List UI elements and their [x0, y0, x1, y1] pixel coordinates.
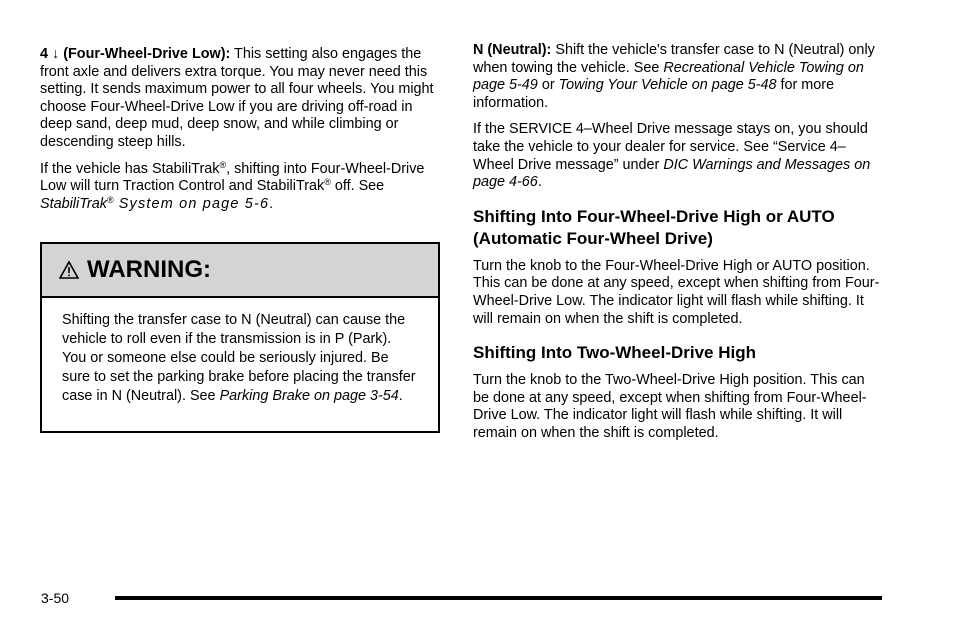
neutral-text-1: Shift the vehicle's transfer case to N (Neutral) only when towing the vehicle. See: [473, 42, 875, 76]
section-heading-2wd-high: Shifting Into Two-Wheel-Drive High: [473, 343, 756, 363]
setting-description: This setting also engages the front axle and delivers extra torque. You may never need this setting. It sends maximum power to all four wheels. You might choose Four-Wheel-Drive Low if you are driving off-road in deep sand, deep mud, deep snow, and while climbing or descending steep hills.: [40, 46, 434, 150]
page-number: 3-50: [41, 590, 70, 606]
stabilitrak-text-1: If the vehicle has StabiliTrak: [40, 160, 220, 177]
stabilitrak-end: .: [269, 195, 274, 212]
stabilitrak-ref-link[interactable]: StabiliTrak® System on page 5-6: [40, 194, 270, 212]
warning-box: [40, 242, 440, 433]
rv-towing-ref-link[interactable]: Recreational Vehicle Towing on page 5-49: [473, 59, 864, 94]
warning-title: WARNING:: [87, 256, 211, 283]
down-arrow-icon: ↓: [52, 46, 60, 62]
neutral-paragraph: [473, 42, 883, 112]
parking-brake-ref-link[interactable]: Parking Brake on page 3-54: [219, 388, 399, 404]
dic-warnings-ref-link[interactable]: DIC Warnings and Messages on page 4-66: [473, 156, 871, 191]
2wd-high-paragraph: Turn the knob to the Two-Wheel-Drive High position. This can be done at any speed, except when shifting from Four-Wheel-Drive Low. The indicator light will flash while shifting. It will remain on when the shift is completed.: [473, 372, 867, 441]
warning-end: .: [398, 388, 403, 404]
stabilitrak-paragraph: [40, 161, 445, 214]
service-message-paragraph: [473, 121, 883, 191]
left-column: [40, 46, 445, 222]
neutral-text-2: or: [537, 77, 559, 94]
registered-mark: ®: [324, 177, 331, 188]
setting-number: 4: [40, 46, 49, 62]
setting-label: (Four-Wheel-Drive Low):: [59, 46, 231, 62]
stabilitrak-text-3: off. See: [330, 178, 385, 195]
service-text: If the SERVICE 4–Wheel Drive message stays on, you should take the vehicle to your dealer for service. See “Service 4–Wheel Drive message” under: [473, 121, 868, 173]
neutral-label: N (Neutral):: [473, 42, 552, 58]
stabilitrak-text-2: , shifting into Four-Wheel-Drive Low will turn Traction Control and StabiliTrak: [40, 160, 425, 195]
warning-text: Shifting the transfer case to N (Neutral) can cause the vehicle to roll even if the transmission is in P (Park). You or someone else could be seriously injured. Be sure to set the parking brake before placing the transfer case in N (Neutral). See: [62, 312, 416, 404]
warning-header: [42, 244, 438, 298]
right-column: [473, 42, 883, 452]
four-wheel-drive-low-paragraph: [40, 46, 445, 152]
towing-vehicle-ref-link[interactable]: Towing Your Vehicle on page 5-48: [558, 77, 777, 94]
registered-mark: ®: [219, 159, 227, 170]
warning-triangle-icon: [59, 260, 79, 280]
4wd-high-paragraph: Turn the knob to the Four-Wheel-Drive High or AUTO position. This can be done at any speed, except when shifting from Four-Wheel-Drive Low. The indicator light will flash while shifting. It will remain on when the shift is completed.: [473, 257, 880, 327]
section-heading-4wd-high: Shifting Into Four-Wheel-Drive High or AUTO (Automatic Four-Wheel Drive): [473, 206, 835, 248]
footer-rule: [115, 596, 882, 600]
warning-body: [42, 298, 438, 406]
service-end: .: [537, 174, 542, 191]
neutral-text-3: for more information.: [473, 77, 835, 111]
